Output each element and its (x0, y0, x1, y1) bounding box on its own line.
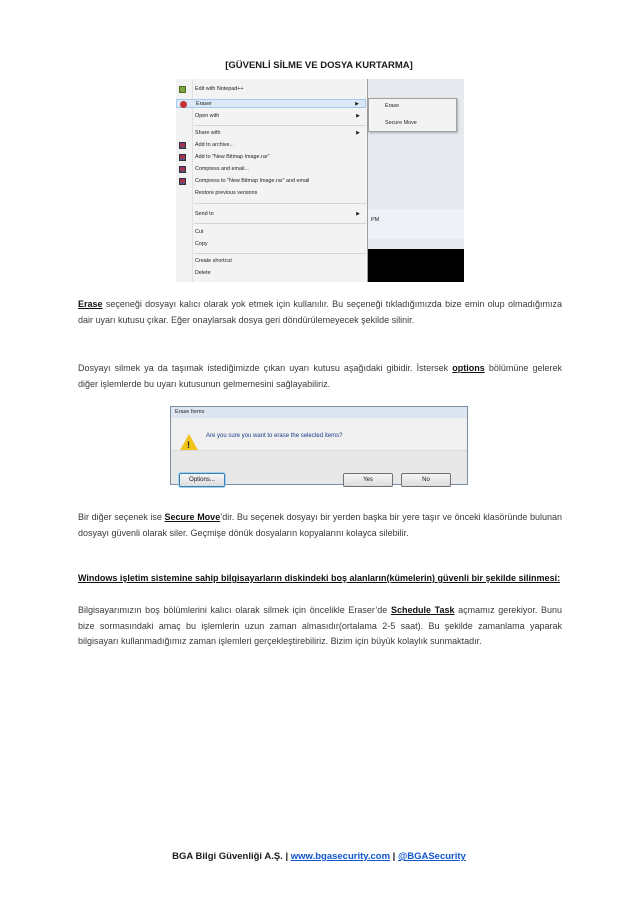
footer-divider: | (390, 851, 398, 862)
menu-item-edit-with-notepad[interactable]: Edit with Notepad++ (176, 85, 366, 94)
submenu-item-erase[interactable]: Erase (385, 103, 400, 109)
dialog-client (171, 418, 467, 484)
keyword-schedule-task: Schedule Task (390, 605, 455, 615)
submenu-arrow-icon: ▶ (356, 130, 360, 136)
menu-item-restore-previous-versions[interactable]: Restore previous versions (195, 190, 258, 196)
menu-item-delete[interactable]: Delete (195, 270, 211, 276)
submenu-arrow-icon: ▶ (356, 211, 360, 217)
context-menu (176, 79, 368, 282)
dialog-title: Erase Items (171, 407, 467, 418)
footer-website-link[interactable]: www.bgasecurity.com (290, 851, 391, 862)
explorer-list-area (368, 209, 464, 239)
warning-mark: ! (187, 440, 190, 450)
menu-item-cut[interactable]: Cut (195, 229, 204, 235)
winrar-icon (179, 178, 186, 185)
page-footer (0, 851, 638, 862)
no-button[interactable]: No (401, 473, 451, 487)
yes-button[interactable]: Yes (343, 473, 393, 487)
section-heading: Windows işletim sistemine sahip bilgisayarların diskindeki boş alanların(kümelerin) güvenli bir şekilde silinmesi: (78, 573, 561, 583)
menu-item-share-with[interactable]: Share with ▶ (195, 130, 360, 136)
footer-company: BGA Bilgi Güvenliği A.Ş. | (172, 851, 291, 862)
paragraph-erase: Erase seçeneği dosyayı kalıcı olarak yok etmek için kullanılır. Bu seçeneği tıkladığımızda bize emin olup olmadığımıza dair uyarı kutusu çıkar. Eğer onaylarsak dosya geri döndürülemeyecek şekilde silinir. (78, 299, 562, 325)
dialog-message: Are you sure you want to erase the selected items? (206, 433, 343, 439)
menu-separator (194, 253, 366, 254)
menu-item-add-to-archive[interactable]: Add to archive... (176, 141, 366, 150)
paragraph-options: Dosyayı silmek ya da taşımak istediğimizde çıkan uyarı kutusu aşağıdaki gibidir. İstersek options bölümüne gelerek diğer işlemlerde bu uyarı kutusunun gelmemesini sağlayabiliriz. (78, 363, 562, 389)
menu-item-copy[interactable]: Copy (195, 241, 208, 247)
submenu-item-secure-move[interactable]: Secure Move (385, 120, 417, 126)
menu-separator (194, 223, 366, 224)
menu-item-eraser[interactable]: Eraser ▶ (176, 99, 366, 108)
winrar-icon (179, 142, 186, 149)
options-button[interactable]: Options... (179, 473, 225, 487)
menu-item-add-to-rar[interactable]: Add to "New Bitmap Image.rar" (176, 153, 366, 162)
menu-separator (194, 125, 366, 126)
footer-twitter-link[interactable]: @BGASecurity (397, 851, 466, 862)
paragraph-secure-move: Bir diğer seçenek ise Secure Move’dir. Bu seçenek dosyayı bir yerden başka bir yere taşır ve önceki klasöründe bulunan dosyayı güvenli olarak siler. Geçmişe dönük dosyaların kopyalarını kolayca silebilir. (78, 512, 562, 538)
desktop-background (368, 249, 464, 282)
notepad-icon (179, 86, 186, 93)
explorer-time-text: PM (371, 217, 380, 223)
context-menu-screenshot (176, 79, 464, 282)
keyword-secure-move: Secure Move (164, 512, 221, 522)
menu-item-compress-and-email[interactable]: Compress and email... (176, 165, 366, 174)
submenu-arrow-icon: ▶ (356, 113, 360, 119)
menu-item-send-to[interactable]: Send to ▶ (195, 211, 360, 217)
erase-items-dialog (170, 406, 468, 485)
eraser-icon (180, 101, 187, 108)
menu-separator (194, 203, 366, 204)
menu-item-open-with[interactable]: Open with ▶ (195, 113, 360, 119)
menu-item-compress-to-rar-and-email[interactable]: Compress to "New Bitmap Image.rar" and email (176, 177, 366, 186)
menu-item-create-shortcut[interactable]: Create shortcut (195, 258, 232, 264)
winrar-icon (179, 154, 186, 161)
paragraph-schedule-task: Bilgisayarımızın boş bölümlerini kalıcı olarak silmek için öncelikle Eraser’de Schedule Task açmamız gerekiyor. Bunu bize sormasındaki amaç bu işlemlerin uzun zaman almasıdır(ortalama 2-5 saat). Bu şekilde zamanlama yaparak bilgisayarı kullanmadığımız zaman işlemleri gerçekleştirebiliriz. Bizim için büyük kolaylık sunmaktadır. (78, 605, 563, 646)
keyword-erase: Erase (78, 299, 103, 309)
submenu-arrow-icon: ▶ (355, 101, 359, 107)
eraser-submenu (368, 98, 457, 132)
winrar-icon (179, 166, 186, 173)
keyword-options: options (452, 363, 485, 373)
page-header: [GÜVENLİ SİLME VE DOSYA KURTARMA] (225, 60, 413, 71)
